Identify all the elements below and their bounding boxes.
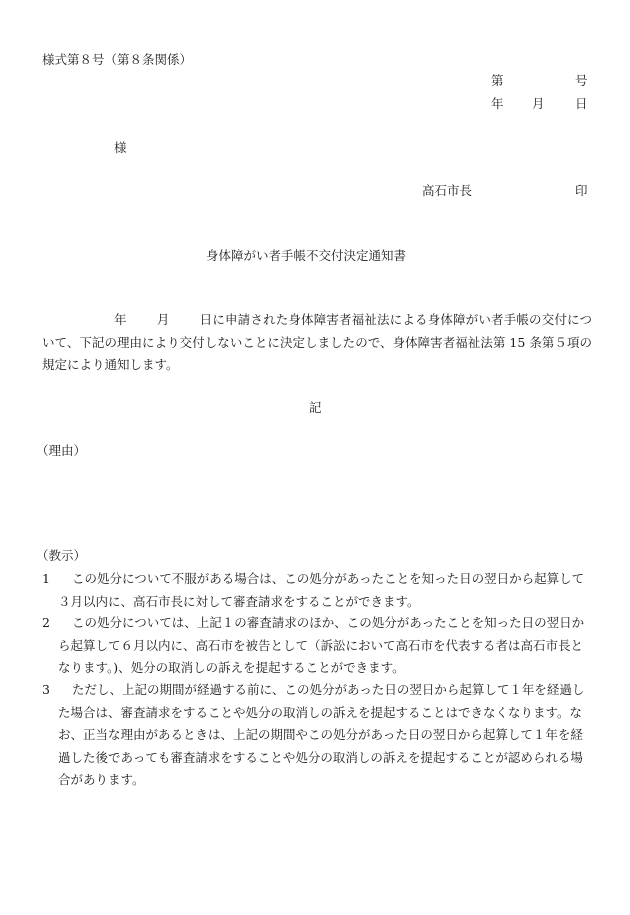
body-year-label: 年 [114,312,127,327]
notice-text: この処分について不服がある場合は、この処分があったことを知った日の翌日から起算して３月以内に、高石市長に対して審査請求をすることができます。 [58,571,585,609]
notice-item-3 [42,679,592,792]
body-paragraph [42,309,592,377]
body-month-label: 月 [156,312,170,327]
date-year-label: 年 [491,96,504,111]
document-title: 身体障がい者手帳不交付決定通知書 [206,248,407,263]
notice-number: 1 [42,571,50,586]
doc-number-suffix: 号 [575,73,588,88]
issuer-name: 高石市長 [422,183,473,198]
notice-number: 3 [42,682,50,697]
notice-item-2 [42,612,592,680]
ki-heading: 記 [309,400,322,415]
notice-label: （教示） [36,548,87,563]
issuer-seal: 印 [575,183,588,198]
doc-number-prefix: 第 [491,73,504,88]
notice-text: この処分については、上記１の審査請求のほか、この処分があったことを知った日の翌日から起算して６月以内に、高石市を被告として（訴訟において高石市を代表する者は高石市長となります。)、処分の取消しの訴えを提起することができます。 [58,615,585,675]
reason-label: （理由） [36,443,87,458]
date-month-label: 月 [532,96,545,111]
form-number: 様式第８号（第８条関係） [42,52,193,67]
notice-number: 2 [42,615,50,630]
body-text: 日に申請された身体障害者福祉法による身体障がい者手帳の交付について、下記の理由により交付しないことに決定しましたので、身体障害者福祉法第 15 条第５項の規定により通知します。 [42,312,592,372]
recipient-suffix: 様 [114,140,127,155]
notice-item-1 [42,568,592,613]
notice-text: ただし、上記の期間が経過する前に、この処分があった日の翌日から起算して１年を経過した場合は、審査請求をすることや処分の取消しの訴えを提起することはできなくなります。なお、正当な理由があるときは、上記の期間やこの処分があった日の翌日から起算して１年を経過した後であっても審査請求をすることや処分の取消しの訴えを提起することが認められる場合があります。 [58,682,585,787]
date-day-label: 日 [575,96,588,111]
